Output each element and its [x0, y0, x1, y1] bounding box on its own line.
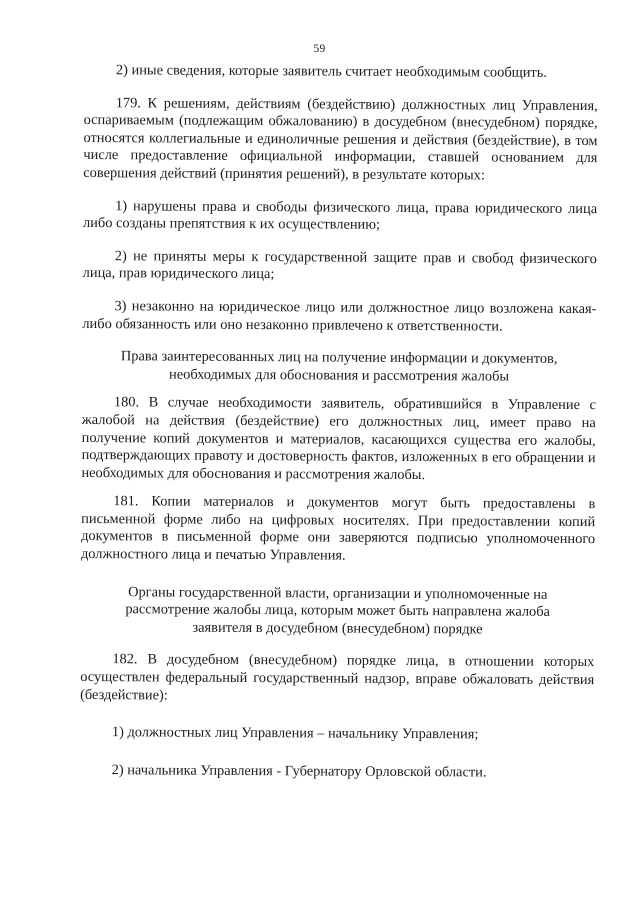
heading-rights-of-interested-parties: Права заинтересованных лиц на получение информации и документов, необходимых для обоснования и рассмотрения жалобы	[120, 348, 558, 385]
paragraph-181: 181. Копии материалов и документов могут быть предоставлены в письменной форме либо на цифровых носителях. При предоставлении копий документов в письменной форме они заверяются подписью уполномоченного должностного лица и печатью Управления.	[80, 493, 596, 564]
paragraph-179-item-1: 1) нарушены права и свободы физического лица, права юридического лица либо созданы препятствия к их осуществлению;	[82, 197, 598, 233]
document-body	[80, 62, 598, 783]
paragraph-179: 179. К решениям, действиям (бездействию) должностных лиц Управления, оспариваемым (подлежащим обжалованию) в досудебном (внесудебном) порядке, относятся коллегиальные и единоличные решения и действия (бездействие), в том числе предоставление официальной информации, ставшей основанием для совершения действий (принятия решений), в результате которых:	[83, 94, 598, 184]
paragraph-180: 180. В случае необходимости заявитель, обратившийся в Управление с жалобой на действия (бездействие) его должностных лиц, имеет право на получение копий документов и материалов, касающихся существа его жалобы, подтверждающих правоту и достоверность фактов, изложенных в его обращении и необходимых для обоснования и рассмотрения жалобы.	[81, 394, 596, 483]
paragraph-179-item-3: 3) незаконно на юридическое лицо или должностное лицо возложена какая-либо обязанность или оно незаконно привлечено к ответственности.	[82, 298, 597, 335]
paragraph-other-info: 2) иные сведения, которые заявитель считает необходимым сообщить.	[115, 62, 547, 81]
paragraph-179-item-2: 2) не приняты меры к государственной защите прав и свобод физического лица, прав юридического лица;	[82, 247, 597, 283]
page-number: 59	[313, 43, 326, 55]
paragraph-182: 182. В досудебном (внесудебном) порядке лица, в отношении которых осуществлен федеральный государственный надзор, вправе обжаловать действия (бездействие):	[80, 651, 595, 704]
paragraph-182-item-2: 2) начальника Управления - Губернатору Орловской области.	[111, 761, 487, 781]
heading-authorities-for-complaints: Органы государственной власти, организации и уполномоченные на рассмотрение жалобы лица, которым может быть направлена жалоба заявителя в досудебном (внесудебном) порядке	[125, 583, 551, 638]
paragraph-182-item-1: 1) должностных лиц Управления – начальнику Управления;	[111, 724, 479, 743]
